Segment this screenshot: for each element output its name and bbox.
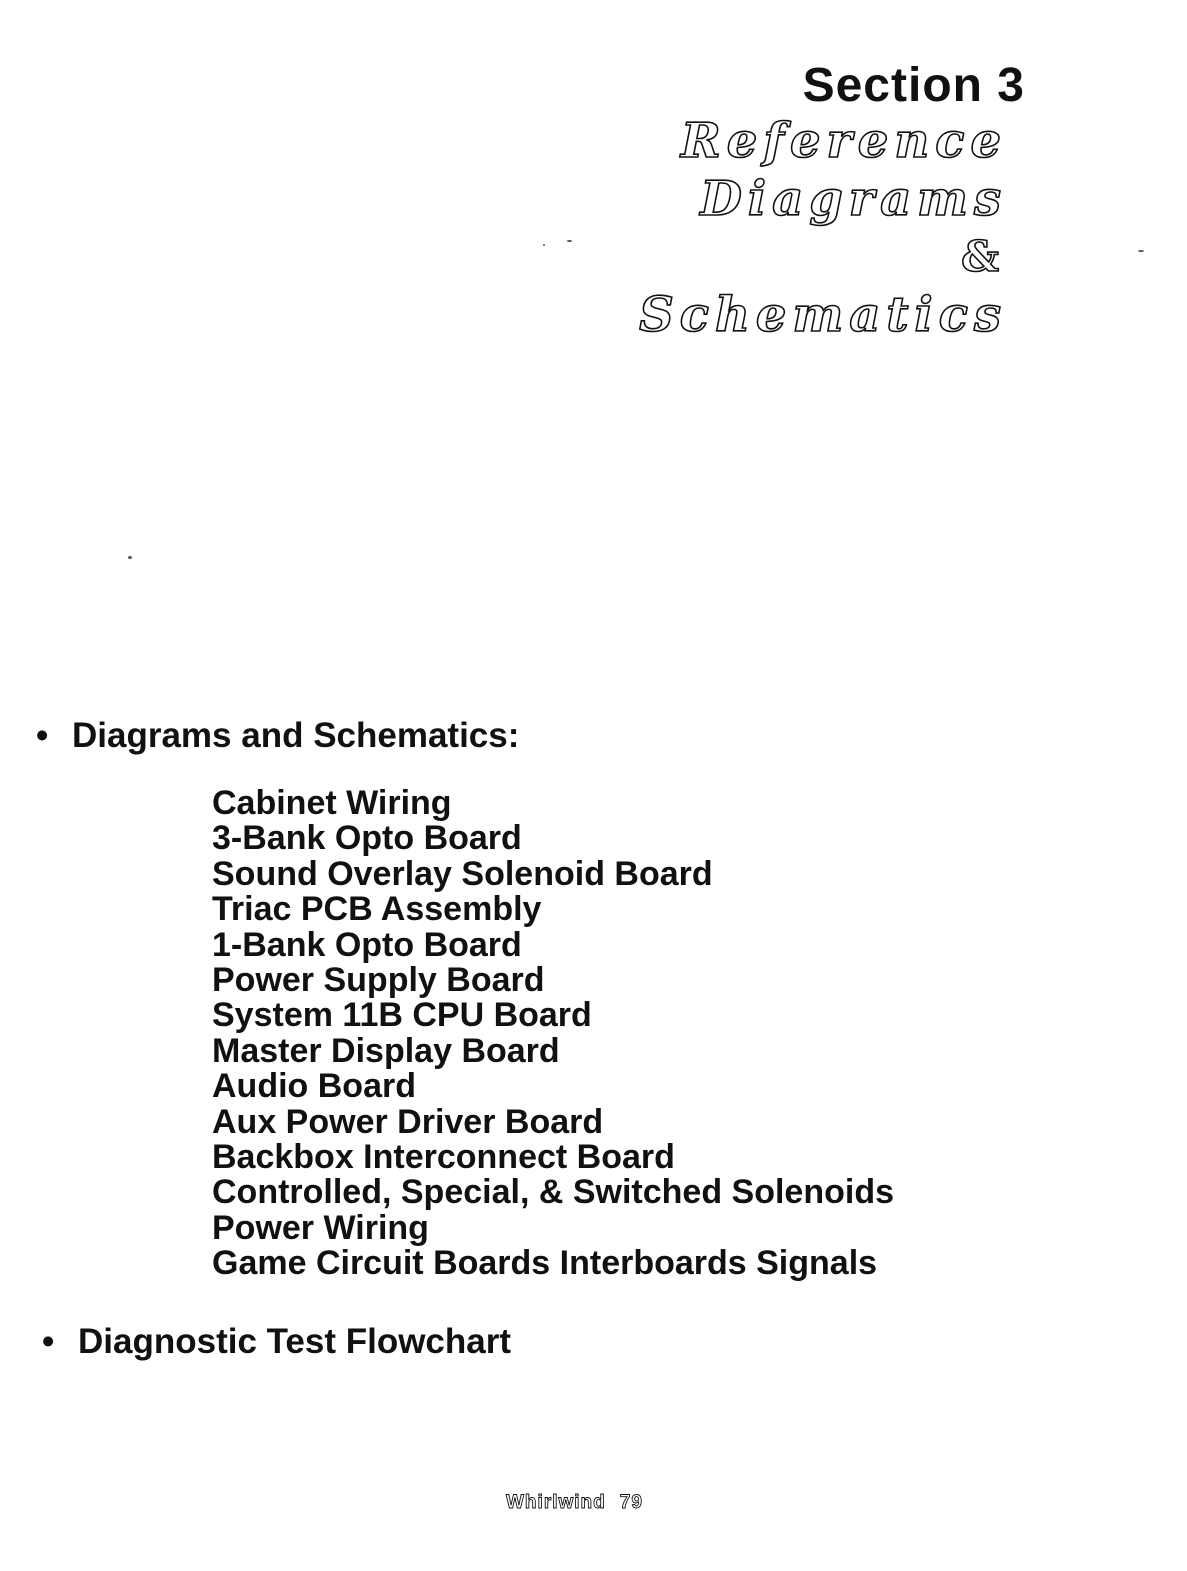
bullet-dot: • bbox=[36, 716, 49, 755]
bullet-label: Diagnostic Test Flowchart bbox=[78, 1322, 512, 1361]
page-footer bbox=[506, 1492, 643, 1514]
list-item: System 11B CPU Board bbox=[212, 996, 592, 1035]
list-item: 3-Bank Opto Board bbox=[212, 819, 522, 858]
bullet-diagnostic-test-flowchart bbox=[42, 1322, 511, 1362]
title-line-diagrams: Diagrams bbox=[700, 171, 1007, 227]
list-item: Aux Power Driver Board bbox=[212, 1102, 604, 1141]
list-item: 1-Bank Opto Board bbox=[212, 925, 522, 964]
page-number: 79 bbox=[619, 1492, 643, 1513]
title-line-ampersand: & bbox=[961, 232, 1005, 281]
list-item: Backbox Interconnect Board bbox=[212, 1138, 675, 1177]
scan-speck bbox=[1138, 250, 1144, 252]
bullet-dot: • bbox=[42, 1322, 55, 1361]
scan-speck bbox=[128, 556, 132, 559]
list-item: Sound Overlay Solenoid Board bbox=[212, 854, 713, 893]
list-item: Power Supply Board bbox=[212, 961, 545, 1000]
footer-title: Whirlwind bbox=[506, 1492, 606, 1513]
list-item: Master Display Board bbox=[212, 1031, 560, 1070]
list-item: Game Circuit Boards Interboards Signals bbox=[212, 1244, 878, 1283]
list-item: Controlled, Special, & Switched Solenoids bbox=[212, 1173, 894, 1212]
section-label: Section 3 bbox=[802, 59, 1025, 112]
section-title bbox=[639, 112, 1007, 344]
title-line-reference: Reference bbox=[680, 113, 1007, 169]
scan-speck bbox=[567, 240, 572, 242]
title-line-schematics: Schematics bbox=[639, 287, 1007, 343]
list-item: Power Wiring bbox=[212, 1208, 429, 1247]
bullet-diagrams-and-schematics bbox=[36, 716, 519, 756]
list-item: Triac PCB Assembly bbox=[212, 890, 542, 929]
diagram-list bbox=[212, 786, 894, 1282]
list-item: Cabinet Wiring bbox=[212, 784, 452, 822]
list-item: Audio Board bbox=[212, 1067, 416, 1106]
bullet-label: Diagrams and Schematics: bbox=[72, 716, 520, 755]
scan-speck bbox=[543, 244, 545, 246]
